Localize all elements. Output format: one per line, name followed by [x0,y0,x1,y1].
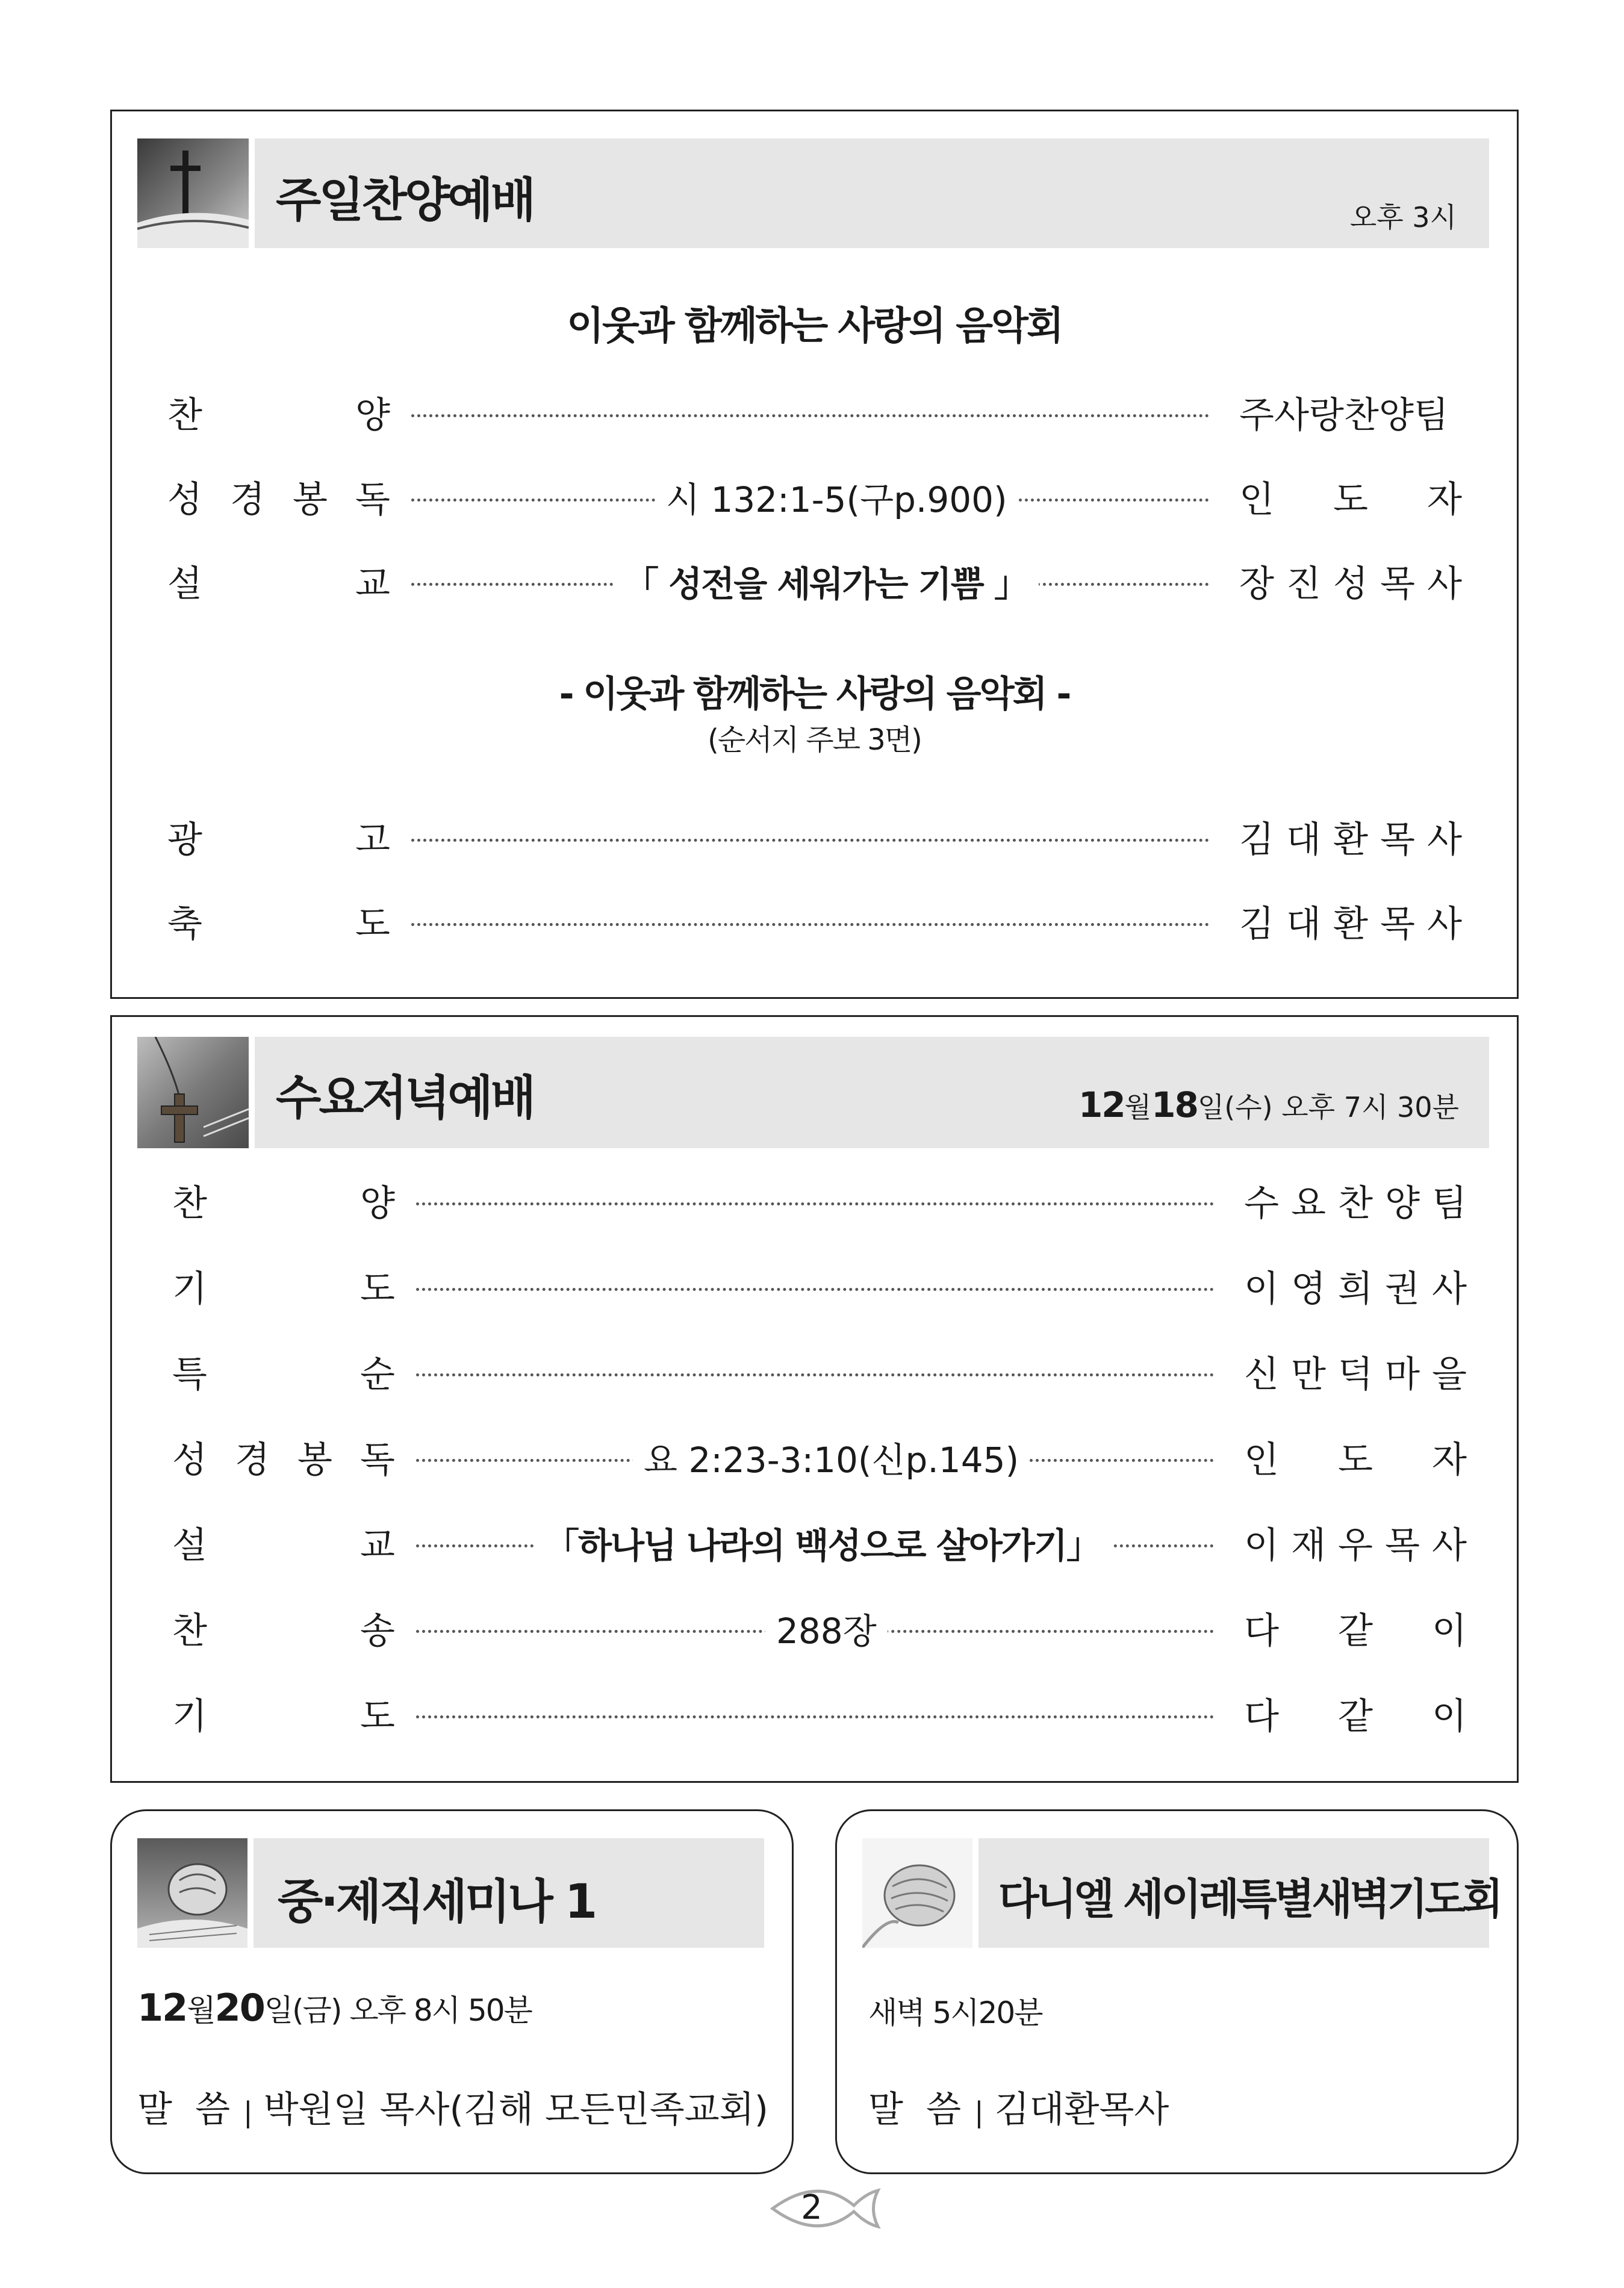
scripture-reference: 요 2:23-3:10(신p.145) [633,1436,1030,1484]
dotted-leader [411,839,1209,842]
seminar-section [110,1809,794,2174]
row-label: 찬 양 [172,1183,395,1225]
row-label: 특 순 [172,1354,395,1396]
row-person: 다 같 이 [1244,1696,1467,1738]
daniel-speaker-line [868,2081,1169,2133]
row-label: 광 고 [167,819,390,861]
sunday-row-4 [167,816,1462,864]
wednesday-row-7 [172,1693,1467,1741]
dotted-leader [416,1373,1214,1376]
row-label: 성 경 봉 독 [172,1439,395,1481]
row-person: 주사랑찬양팀 [1239,394,1449,437]
wednesday-row-5 [172,1522,1467,1570]
daniel-prayer-section [835,1809,1519,2174]
sunday-row-5 [167,900,1462,948]
row-person: 신 만 덕 마 을 [1244,1354,1467,1396]
row-label: 찬 양 [167,394,390,437]
sunday-title: 주일찬양예배 [276,173,534,228]
page-number: 2 [801,2188,823,2227]
dotted-leader [411,923,1209,926]
word-label: 말 씀 [137,2089,231,2131]
cross-bible-photo [137,138,249,248]
hymn-number: 288장 [765,1607,888,1655]
separator: | [243,2096,253,2128]
row-label: 설 교 [172,1525,395,1567]
row-person: 다 같 이 [1244,1610,1467,1652]
wednesday-row-1 [172,1180,1467,1228]
sunday-row-2 [167,476,1462,524]
row-label: 축 도 [167,903,390,945]
row-person: 이 영 희 권 사 [1244,1268,1467,1310]
dotted-leader [416,1202,1214,1205]
dotted-leader [411,414,1209,417]
praying-hands-bible-photo [137,1838,247,1948]
sermon-title: 「 성전을 세워가는 기쁨 」 [613,560,1039,608]
daniel-speaker: 김대환목사 [994,2089,1169,2131]
cross-necklace-photo [137,1037,249,1148]
wednesday-time: 12월18일(수) 오후 7시 30분 [1078,1084,1459,1125]
wednesday-title: 수요저녁예배 [276,1071,534,1125]
row-person: 김 대 환 목 사 [1239,903,1462,945]
sunday-row-3 [167,560,1462,608]
row-label: 기 도 [172,1696,395,1738]
sunday-worship-section [110,110,1519,999]
concert-title: - 이웃과 함께하는 사랑의 음악회 - [559,673,1070,715]
wednesday-row-4 [172,1436,1467,1484]
wednesday-row-2 [172,1265,1467,1313]
seminar-datetime: 12월20일(금) 오후 8시 50분 [137,1986,532,2030]
row-person: 이 재 우 목 사 [1244,1525,1467,1567]
row-person: 인 도 자 [1239,479,1462,521]
scripture-reference: 시 132:1-5(구p.900) [655,476,1018,524]
row-person: 수 요 찬 양 팀 [1244,1183,1467,1225]
wednesday-row-6 [172,1607,1467,1655]
sermon-title: 「하나님 나라의 백성으로 살아가기」 [534,1522,1111,1570]
row-label: 설 교 [167,563,390,605]
row-label: 기 도 [172,1268,395,1310]
daniel-title: 다니엘 세이레특별새벽기도회 [998,1874,1501,1924]
row-label: 찬 송 [172,1610,395,1652]
sunday-row-1 [167,391,1462,440]
seminar-title: 중·제직세미나 1 [278,1875,596,1929]
wednesday-row-3 [172,1351,1467,1399]
row-person: 김 대 환 목 사 [1239,819,1462,861]
sunday-subtitle: 이웃과 함께하는 사랑의 음악회 [567,304,1062,349]
praying-hands-photo [862,1838,972,1948]
dotted-leader [416,1715,1214,1718]
concert-note: (순서지 주보 3면) [708,723,921,757]
separator: | [974,2096,984,2128]
seminar-speaker: 박원일 목사(김해 모든민족교회) [263,2089,769,2131]
dotted-leader [416,1288,1214,1291]
row-person: 인 도 자 [1244,1439,1467,1481]
word-label: 말 씀 [868,2089,962,2131]
row-person: 장 진 성 목 사 [1239,563,1462,605]
sunday-time: 오후 3시 [1349,201,1457,234]
daniel-time: 새벽 5시20분 [868,1995,1042,2030]
wednesday-worship-section [110,1015,1519,1783]
seminar-speaker-line [137,2081,768,2133]
row-label: 성 경 봉 독 [167,479,390,521]
